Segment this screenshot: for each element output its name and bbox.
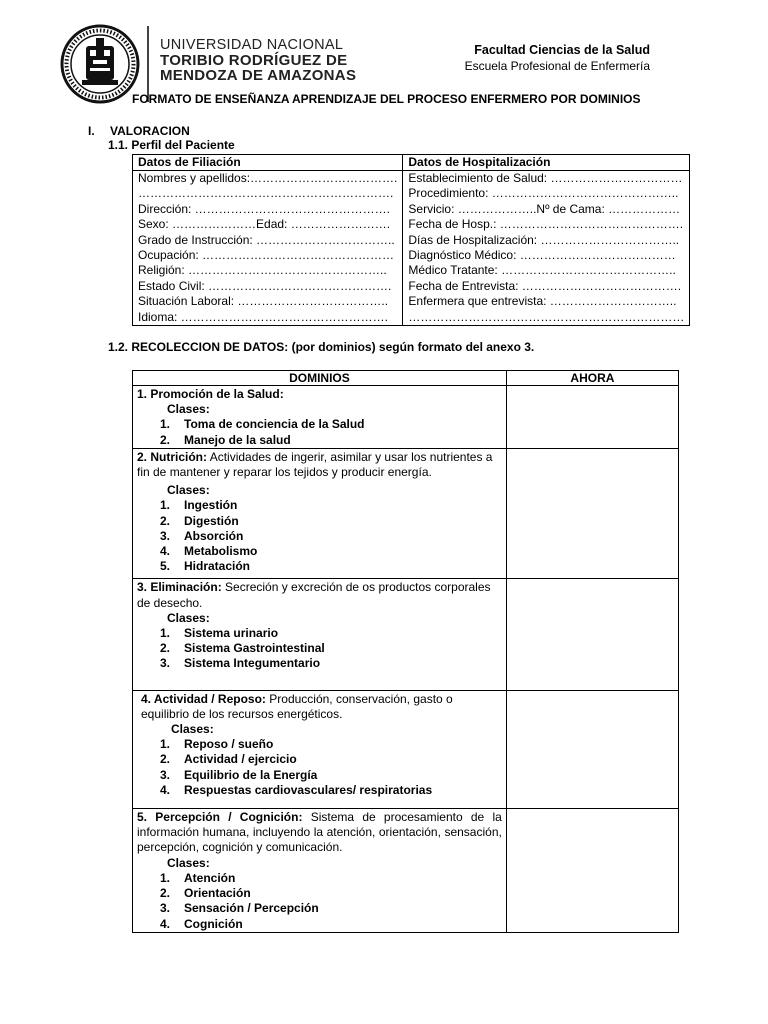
domain-description-block: [137, 450, 502, 480]
field-nombres: Nombres y apellidos:……………………………….: [138, 171, 398, 185]
domain-title: 2. Nutrición:: [137, 449, 208, 464]
class-item: 1. Toma de conciencia de la Salud: [160, 417, 365, 432]
ahora-cell[interactable]: [506, 690, 678, 808]
section-number: I.: [88, 124, 95, 138]
header-hospitalizacion: Datos de Hospitalización: [403, 155, 690, 171]
field-diagnostico: Diagnóstico Médico: …………………………………: [408, 247, 676, 262]
class-item: 2. Sistema Gastrointestinal: [160, 641, 325, 656]
class-item: 4. Metabolismo: [160, 544, 258, 559]
domain-title: 4. Actividad / Reposo:: [141, 691, 266, 706]
class-item: 2. Digestión: [160, 513, 239, 528]
domain-description: Producción, conservación, gasto o equilibrio de los recursos energéticos.: [141, 691, 453, 721]
section-title: VALORACION: [110, 124, 190, 138]
faculty-name: Facultad Ciencias de la Salud: [474, 43, 650, 57]
table-row: [133, 690, 679, 808]
class-item: 4. Cognición: [160, 916, 243, 931]
domain-description: Secreción y excreción de os productos corporales de desecho.: [137, 580, 491, 610]
domain-cell: [133, 579, 507, 690]
class-item: 3. Equilibrio de la Energía: [160, 767, 318, 782]
class-item: 2. Orientación: [160, 886, 251, 901]
subsection-perfil: 1.1. Perfil del Paciente: [108, 138, 235, 152]
clases-label: Clases:: [167, 402, 210, 417]
domain-description-block: [137, 580, 502, 610]
field-enfermera: Enfermera que entrevista: …………………………..: [408, 294, 677, 309]
domain-cell: [133, 690, 507, 808]
class-item: 1. Reposo / sueño: [160, 737, 274, 752]
header-divider: [147, 26, 149, 102]
field-fecha-entrevista: Fecha de Entrevista: ………………………………….: [408, 278, 682, 293]
clases-label: Clases:: [167, 610, 210, 625]
header-filiacion: Datos de Filiación: [133, 155, 403, 171]
table-row: [133, 448, 679, 579]
field-medico: Médico Tratante: ……………………………………..: [408, 263, 676, 278]
document-title: FORMATO DE ENSEÑANZA APRENDIZAJE DEL PROCESO ENFERMERO POR DOMINIOS: [132, 92, 641, 106]
domain-cell: [133, 809, 507, 933]
class-item: 4. Respuestas cardiovasculares/ respiratorias: [160, 782, 433, 797]
class-item: 1. Atención: [160, 870, 236, 885]
field-estado-civil: Estado Civil: ……………………………………….: [138, 278, 392, 293]
domain-description-block: [141, 692, 502, 722]
university-name: [160, 38, 356, 83]
class-item: 3. Sistema Integumentario: [160, 656, 321, 671]
filiacion-column: [133, 171, 403, 326]
clases-label: Clases:: [167, 483, 210, 498]
ahora-cell[interactable]: [506, 809, 678, 933]
class-item: 2. Manejo de la salud: [160, 432, 291, 447]
domain-title: 1. Promoción de la Salud:: [137, 387, 284, 401]
ahora-cell[interactable]: [506, 386, 678, 449]
domain-cell: [133, 386, 507, 449]
field-religion: Religión: …………………………………………..: [138, 263, 387, 278]
subsection-recoleccion: 1.2. RECOLECCION DE DATOS: (por dominios) según formato del anexo 3.: [108, 340, 535, 354]
class-item: 3. Absorción: [160, 528, 244, 543]
field-procedimiento: Procedimiento: ………………………………………..: [408, 186, 679, 201]
field-dias-hosp: Días de Hospitalización: ……………………………..: [408, 232, 680, 247]
school-name: Escuela Profesional de Enfermería: [464, 59, 650, 73]
domain-description: Sistema de procesamiento de la información humana, incluyendo la atención, orientación, sensación, percepción, cognición y comunicación.: [137, 810, 502, 855]
domain-cell: [133, 448, 507, 579]
field-direccion: Dirección: ………………………………………….: [138, 201, 391, 216]
header-ahora: AHORA: [506, 371, 678, 386]
university-seal-icon: [60, 24, 140, 104]
field-idioma: Idioma: …………………………………………….: [138, 309, 389, 324]
clases-label: Clases:: [171, 722, 214, 737]
field-servicio-cama: Servicio: ………………..Nº de Cama: ………………: [408, 201, 681, 216]
class-item: 5. Hidratación: [160, 559, 251, 574]
table-row: [133, 386, 679, 449]
field-nombres-cont: ……………………………………………………….: [138, 186, 394, 201]
field-grado: Grado de Instrucción: ……………………………..: [138, 232, 395, 247]
field-establecimiento: Establecimiento de Salud: ……………………………: [408, 171, 683, 185]
university-line-2: TORIBIO RODRÍGUEZ DE: [160, 52, 348, 69]
field-extra: ……………………………………………………………: [408, 309, 685, 324]
patient-profile-table: [132, 154, 690, 326]
domain-title: 5. Percepción / Cognición:: [137, 810, 303, 825]
domain-description: Actividades de ingerir, asimilar y usar los nutrientes a fin de mantener y reparar los tejidos y producir energía.: [137, 449, 493, 480]
domain-title: 3. Eliminación:: [137, 580, 222, 595]
domain-description-block: [137, 810, 502, 856]
hospitalizacion-column: [403, 171, 690, 326]
ahora-cell[interactable]: [506, 448, 678, 579]
domains-table: [132, 370, 679, 933]
clases-label: Clases:: [167, 855, 210, 870]
ahora-cell[interactable]: [506, 579, 678, 690]
university-line-3: MENDOZA DE AMAZONAS: [160, 67, 357, 84]
class-item: 1. Ingestión: [160, 498, 238, 513]
field-sexo-edad: Sexo: …………………Edad: …………………….: [138, 217, 391, 232]
section-heading: [88, 124, 190, 138]
header-dominios: DOMINIOS: [133, 371, 507, 386]
field-fecha-hosp: Fecha de Hosp.: ……………………………………….: [408, 217, 684, 232]
faculty-block: [465, 43, 650, 73]
table-row: [133, 809, 679, 933]
field-ocupacion: Ocupación: …………………………………………: [138, 247, 395, 262]
field-situacion-laboral: Situación Laboral: ………………………………..: [138, 294, 389, 309]
university-line-1: UNIVERSIDAD NACIONAL: [160, 37, 344, 53]
table-row: [133, 579, 679, 690]
class-item: 2. Actividad / ejercicio: [160, 752, 297, 767]
class-item: 3. Sensación / Percepción: [160, 901, 319, 916]
class-item: 1. Sistema urinario: [160, 626, 279, 641]
